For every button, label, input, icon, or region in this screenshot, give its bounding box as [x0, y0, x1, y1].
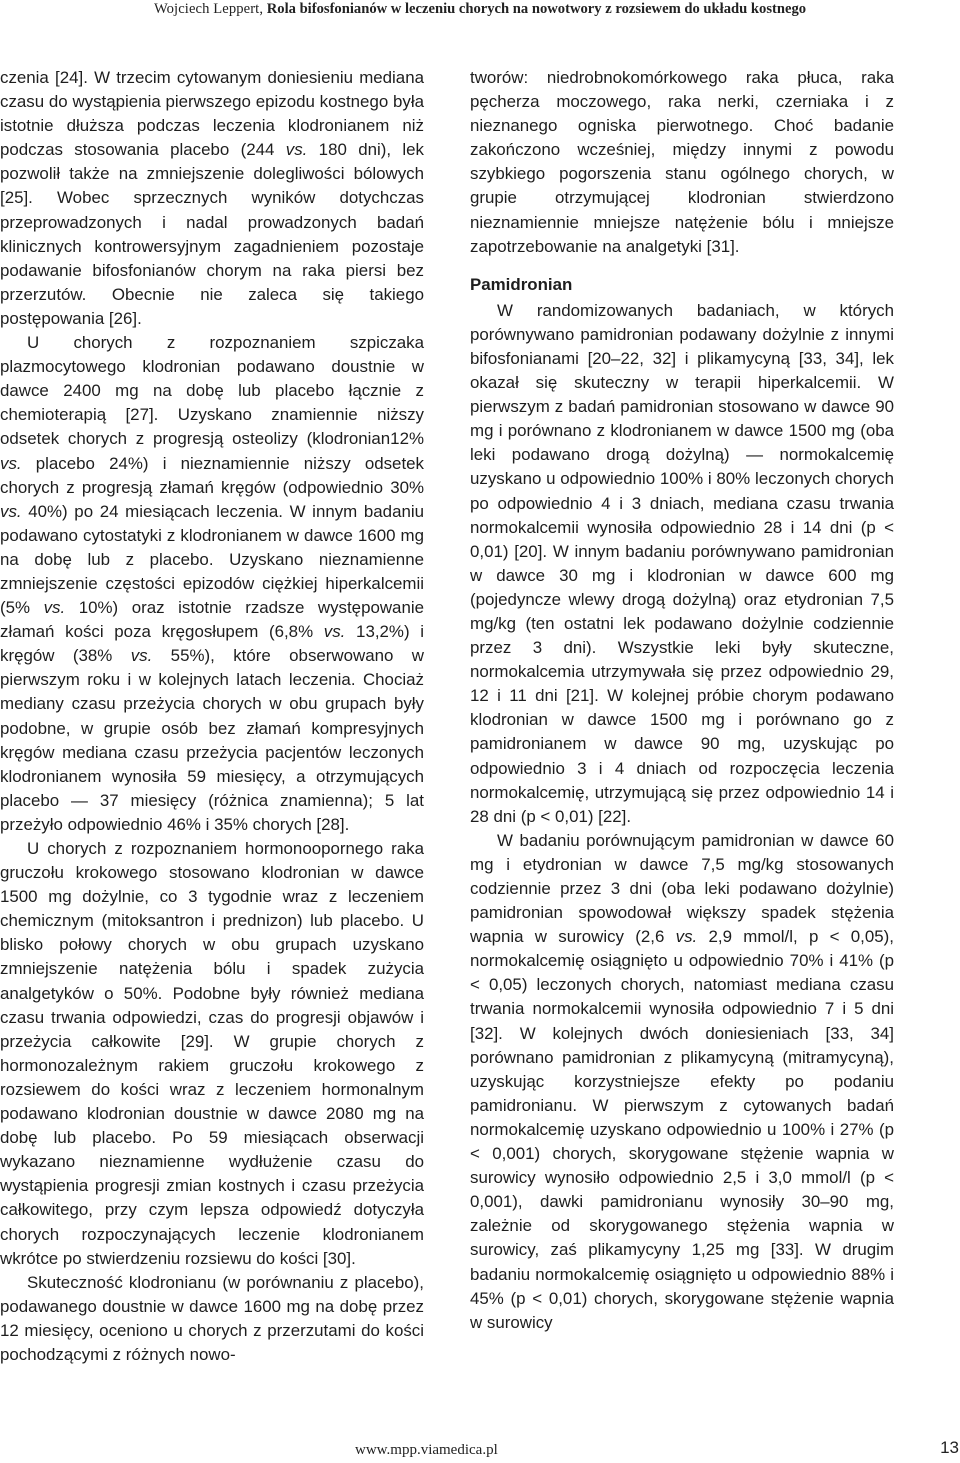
right-column — [470, 66, 894, 1335]
paragraph: U chorych z rozpoznaniem hormonoopornego raka gruczołu krokowego stosowano klodronian w dawce 1500 mg dożylnie, co 3 tygodnie wraz z leczeniem chemicznym (mitoksantron i prednizon) lub placebo. U blisko połowy chorych w obu grupach uzyskano zmniejszenie natężenia bólu i spadek zużycia analgetyków o 50%. Podobne były również mediana czasu trwania odpowiedzi, czas do progresji objawów i przeżycia całkowite [29]. W grupie chorych z hormonozależnym rakiem gruczołu krokowego z rozsiewem do kości wraz z leczeniem hormonalnym podawano klodronian doustnie w dawce 2080 mg na dobę lub placebo. Po 59 miesiącach obserwacji wykazano nieznamienne wydłużenie czasu do wystąpienia progresji zmian kostnych i czasu przeżycia całkowitego, przy czym lepsza odpowiedź dotyczyła chorych rozpoczynających leczenie klodronianem wkrótce po stwierdzeniu rozsiewu do kości [30]. — [0, 839, 424, 1268]
paragraph: W randomizowanych badaniach, w których porównywano pamidronian podawany dożylnie z innymi bifosfonianami [20–22, 32] i plikamycyną [33, 34], lek okazał się skuteczny w terapii hiperkalcemii. W pierwszym z badań pamidronian stosowano w dawce 90 mg i porównano z klodronianem w dawce 1500 mg (oba leki podawano drogą dożylną) — normokalcemię uzyskano u odpowiednio 100% i 80% leczonych chorych po odpowiednio 4 i 3 dniach, mediana czasu trwania normokalcemii wynosiła odpowiednio 28 i 14 dni (p < 0,01) [20]. W innym badaniu porównywano pamidronian w dawce 30 mg i klodronian w dawce 600 mg (pojedyncze wlewy drogą dożylną) oraz etydronian 7,5 mg/kg (ten ostatni lek podawano dożylnie codziennie przez 3 dni). Wszystkie leki były skuteczne, normokalcemia utrzymywała się przez odpowiednio 29, 12 i 11 dni [21]. W kolejnej próbie chorym podawano klodronian w dawce 1500 mg i porównano go z pamidronianem w dawce 90 mg, uzyskując po odpowiednio 3 i 4 dniach od rozpoczęcia leczenia normokalcemię, utrzymującą się przez odpowiednio 14 i 28 dni (p < 0,01) [22]. — [470, 300, 894, 826]
page-number: 13 — [940, 1438, 959, 1457]
paragraph: Skuteczność klodronianu (w porównaniu z placebo), podawanego doustnie w dawce 1600 mg na dobę przez 12 miesięcy, oceniono u chorych z przerzutami do kości pochodzącymi z różnych nowo- — [0, 1272, 424, 1364]
paragraph: U chorych z rozpoznaniem szpiczaka plazmocytowego klodronian podawano doustnie w dawce 2400 mg na dobę lub placebo łącznie z chemioterapią [27]. Uzyskano znamiennie niższy odsetek chorych z progresją osteolizy (klodronian12% vs. placebo 24%) i nieznamiennie niższy odsetek chorych z progresją złamań kręgów (odpowiednio 30% vs. 40%) po 24 miesiącach leczenia. W innym badaniu podawano cytostatyki z klodronianem w dawce 1600 mg na dobę lub z placebo. Uzyskano nieznamienne zmniejszenie częstości epizodów ciężkiej hiperkalcemii (5% vs. 10%) oraz istotnie rzadsze występowanie złamań kości poza kręgosłupem (6,8% vs. 13,2%) i kręgów (38% vs. 55%), które obserwowano w pierwszym roku i w kolejnych latach leczenia. Chociaż mediany czasu przeżycia chorych w obu grupach były podobne, w grupie osób bez złamań kompresyjnych kręgów mediana czasu przeżycia pacjentów leczonych klodronianem wynosiła 59 miesięcy, a otrzymujących placebo — 37 miesięcy (różnica znamienna); 5 lat przeżyło odpowiednio 46% i 35% chorych [28]. — [0, 333, 424, 834]
italic-text: vs. — [130, 646, 153, 666]
header-title: Rola bifosfonianów w leczeniu chorych na nowotwory z rozsiewem do układu kostnego — [266, 1, 807, 17]
left-column — [0, 66, 424, 1367]
italic-text: vs. — [43, 598, 66, 618]
italic-text: vs. — [285, 140, 308, 160]
italic-text: vs. — [323, 622, 346, 642]
header-author: Wojciech Leppert, — [153, 1, 264, 17]
running-header — [0, 0, 960, 22]
paragraph: tworów: niedrobnokomórkowego raka płuca, raka pęcherza moczowego, raka nerki, czerniaka i z nieznanego ogniska pierwotnego. Choć badanie zakończono wcześniej, między innymi z powodu szybkiego pogorszenia stanu ogólnego chorych, w grupie otrzymującej klodronian stwierdzono nieznamiennie mniejsze natężenie bólu i mniejsze zapotrzebowanie na analgetyki [31]. — [470, 68, 894, 256]
journal-url: www.mpp.viamedica.pl — [355, 1442, 498, 1458]
paragraph: W badaniu porównującym pamidronian w dawce 60 mg i etydronian w dawce 7,5 mg/kg stosowanych codziennie przez 3 dni (oba leki podawano dożylnie) pamidronian spowodował większy spadek stężenia wapnia w surowicy (2,6 vs. 2,9 mmol/l, p < 0,05), normokalcemię osiągnięto u odpowiednio 70% i 41% (p < 0,05) leczonych chorych, natomiast mediana czasu trwania normokalcemii wynosiła odpowiednio 7 i 5 dni [32]. W kolejnych dwóch doniesieniach [33, 34] porównano pamidronian z plikamycyną (mitramycyną), uzyskując korzystniejsze efekty po podaniu pamidronianu. W pierwszym z cytowanych badań normokalcemię uzyskano odpowiednio u 100% i 27% (p < 0,001) chorych, skorygowane stężenie wapnia w surowicy wynosiło odpowiednio 2,5 i 3,0 mmol/l (p < 0,001), dawki pamidronianu wynosiły 30–90 mg, zależnie od skorygowanego stężenia wapnia w surowicy, zaś plikamycyny 1,25 mg [33]. W drugim badaniu normokalcemię osiągnięto u odpowiednio 88% i 45% (p < 0,01) chorych, skorygowane stężenie wapnia w surowicy — [470, 830, 894, 1332]
italic-text: vs. — [0, 501, 22, 521]
italic-text: vs. — [0, 453, 22, 473]
italic-text: vs. — [675, 927, 698, 947]
paragraph: czenia [24]. W trzecim cytowanym doniesieniu mediana czasu do wystąpienia pierwszego epizodu kostnego była istotnie dłuższa podczas leczenia klodronianem niż podczas stosowania placebo (244 vs. 180 dni), lek pozwolił także na zmniejszenie dolegliwości bólowych [25]. Wobec sprzecznych wyników dotychczas przeprowadzonych i nadal prowadzonych badań klinicznych kontrowersyjnym zagadnieniem pozostaje podawanie bifosfonianów chorym na raka piersi bez przerzutów. Obecnie nie zaleca się takiego postępowania [26]. — [0, 68, 424, 328]
section-heading: Pamidronian — [470, 274, 573, 294]
